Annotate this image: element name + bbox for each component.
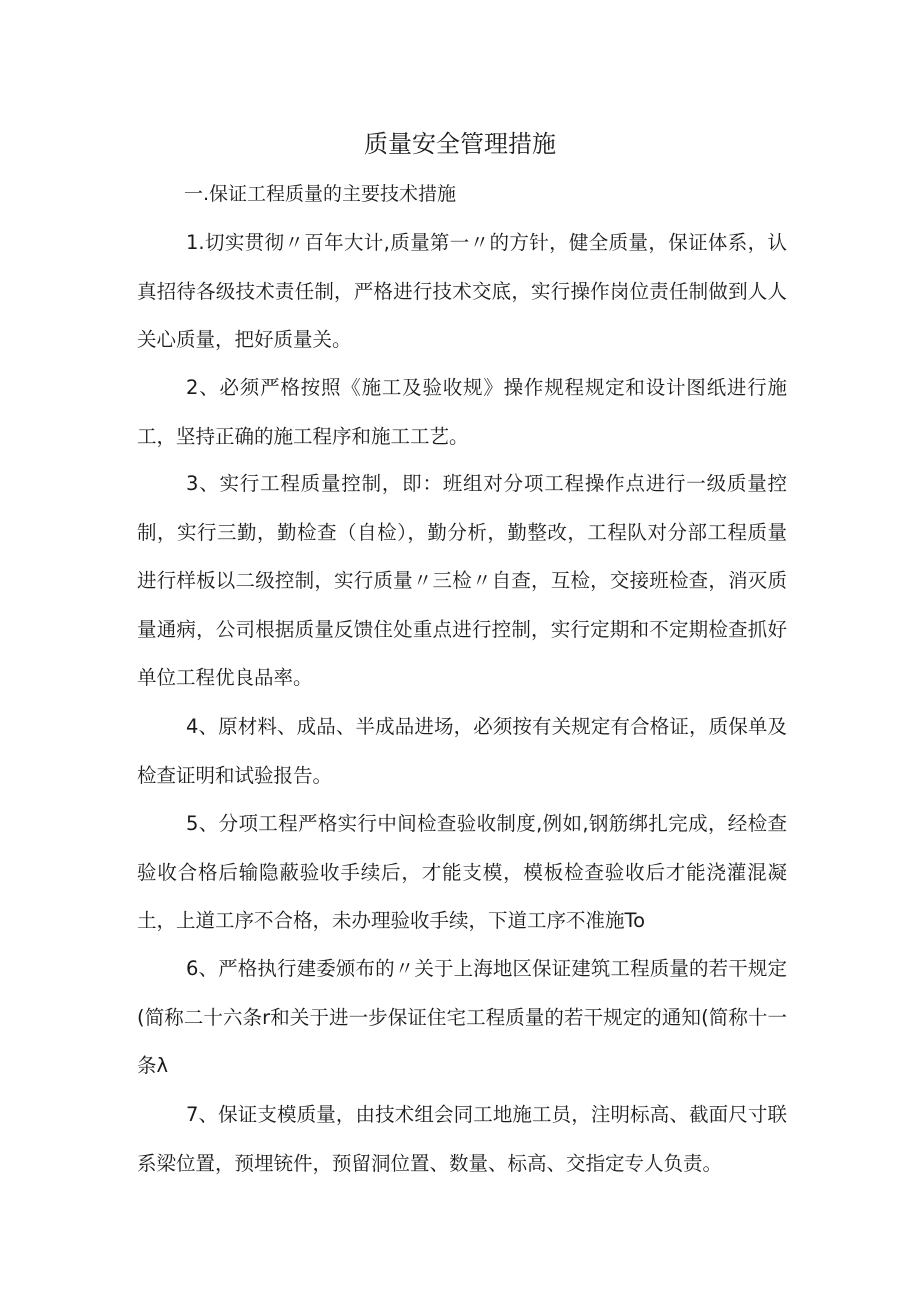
paragraph-2: 2、必须严格按照《施工及验收规》操作规程规定和设计图纸进行施工，坚持正确的施工程序和施工工艺。 xyxy=(137,376,787,448)
paragraph-3: 3、实行工程质量控制，即：班组对分项工程操作点进行一级质量控制，实行三勤，勤检查（自检），勤分析，勤整改，工程队对分部工程质量进行样板以二级控制，实行质量〃三检〃自查，互检，交接班检查，消灭质量通病，公司根据质量反馈住处重点进行控制，实行定期和不定期检查抓好单位工程优良品率。 xyxy=(137,472,787,689)
paragraph-7: 7、保证支模质量，由技术组会同工地施工员，注明标高、截面尺寸联系梁位置，预埋铳件，预留洞位置、数量、标高、交指定专人负责。 xyxy=(137,1103,787,1175)
document-title: 质量安全管理措施 xyxy=(364,130,556,158)
section-heading: 一.保证工程质量的主要技术措施 xyxy=(184,183,457,205)
paragraph-5: 5、分项工程严格实行中间检查验收制度,例如,钢筋绑扎完成，经检查验收合格后输隐蔽验收手续后，才能支模，模板检查验收后才能浇灌混凝土，上道工序不合格，未办理验收手续，下道工序不准施To xyxy=(137,812,787,932)
paragraph-1: 1.切实贯彻〃百年大计,质量第一〃的方针，健全质量，保证体系，认真招待各级技术责任制，严格进行技术交底，实行操作岗位责任制做到人人关心质量，把好质量关。 xyxy=(137,231,787,351)
paragraph-6: 6、严格执行建委颁布的〃关于上海地区保证建筑工程质量的若干规定(简称二十六条r和关于进一步保证住宅工程质量的若干规定的通知(简称十一条λ xyxy=(137,957,787,1077)
paragraph-4: 4、原材料、成品、半成品进场，必须按有关规定有合格证，质保单及检查证明和试验报告。 xyxy=(137,715,787,787)
